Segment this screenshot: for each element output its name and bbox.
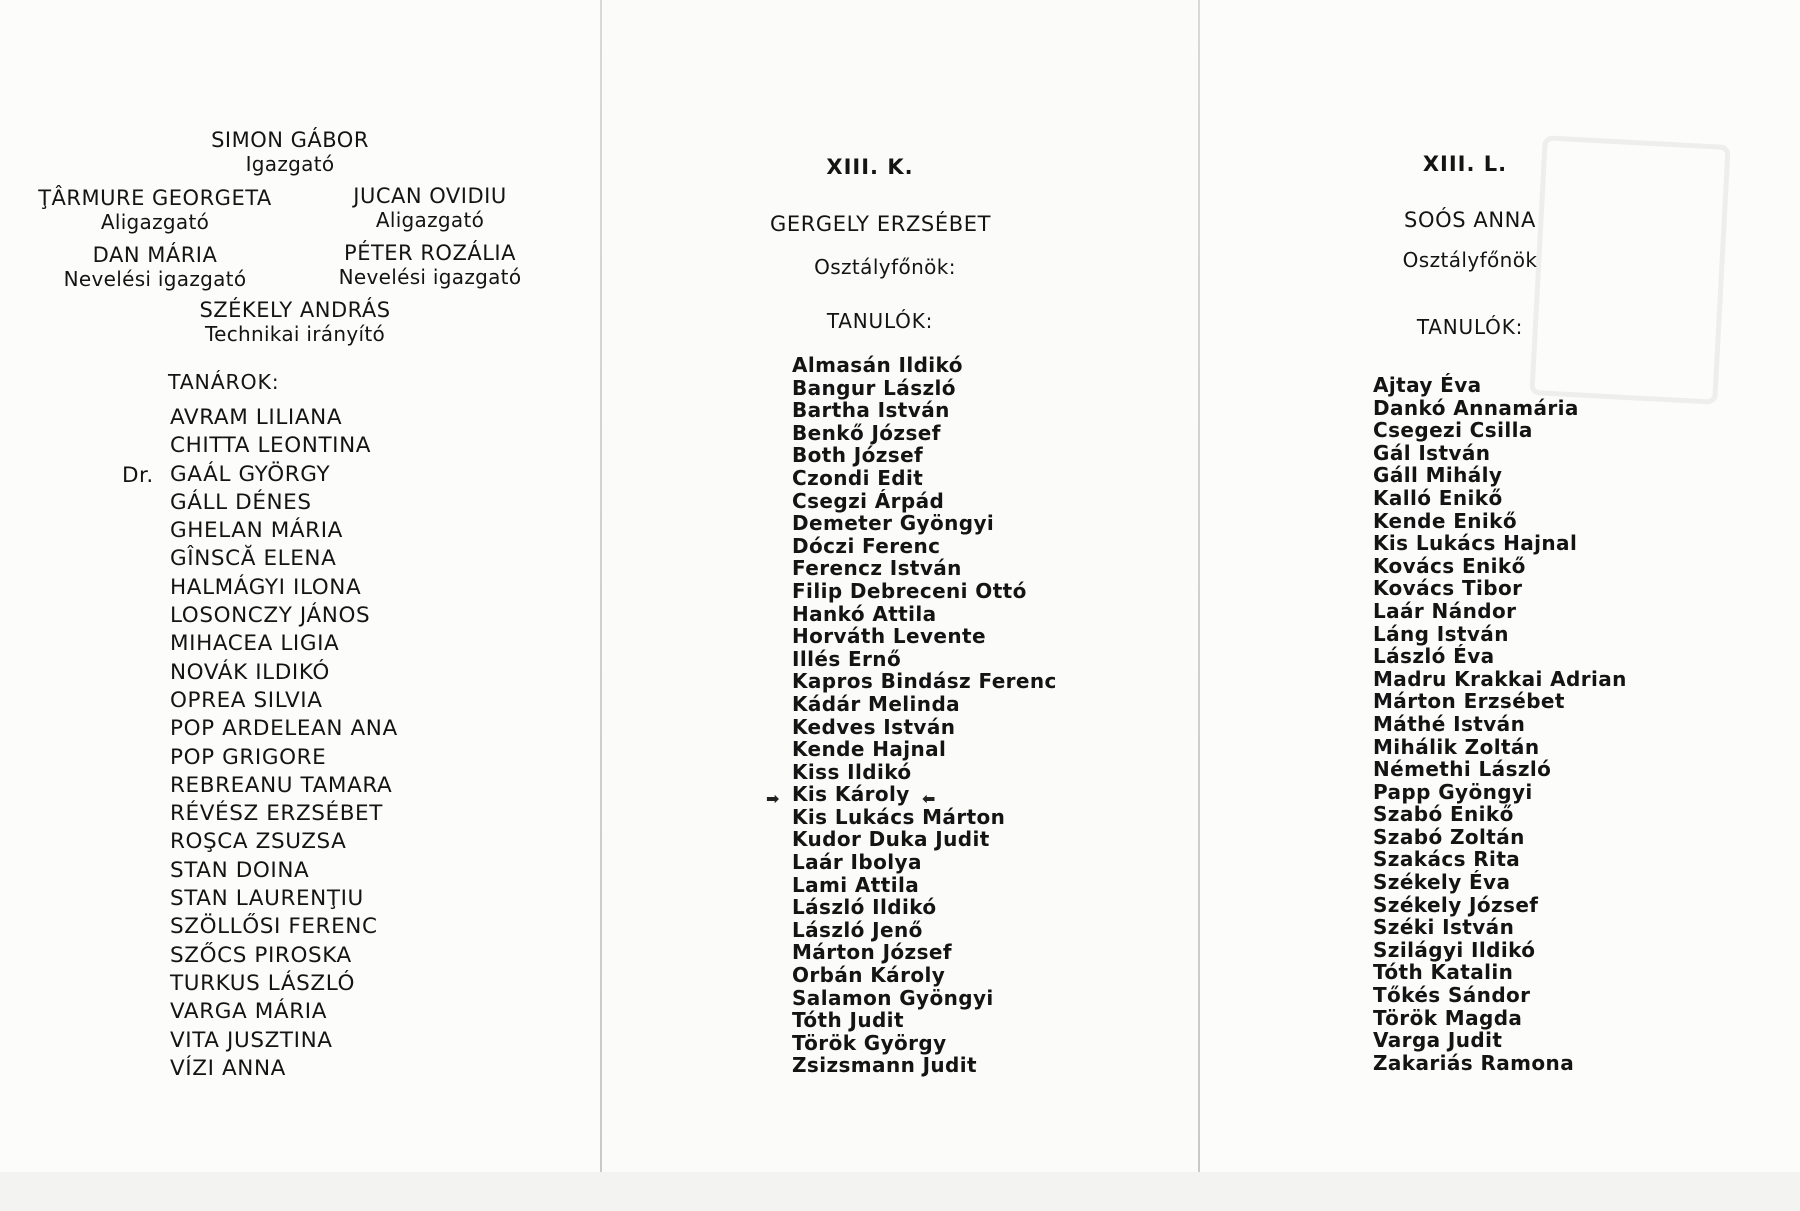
teacher-name: MIHACEA LIGIA xyxy=(170,631,340,657)
student-name: Almasán Ildikó xyxy=(792,353,963,377)
teacher-name: AVRAM LILIANA xyxy=(170,405,343,430)
student-name: Orbán Károly xyxy=(792,963,946,988)
right-arrow-mark-icon: ⬅ xyxy=(922,789,936,808)
student-name: Kis Lukács Márton xyxy=(792,804,1006,829)
student-name: Bartha István xyxy=(792,398,950,423)
student-name: Csegezi Csilla xyxy=(1373,418,1533,443)
deputy-name: ŢÂRMURE GEORGETA xyxy=(38,186,272,210)
student-name: Kiss Ildikó xyxy=(792,759,912,784)
student-name: Kedves István xyxy=(792,714,956,739)
dr-prefix: Dr. xyxy=(122,463,154,488)
technical-director-role: Technikai irányító xyxy=(204,322,385,346)
teacher-name: SZŐCS PIROSKA xyxy=(170,942,352,968)
deputy-name: JUCAN OVIDIU xyxy=(353,184,507,208)
teacher-name: GÁLL DÉNES xyxy=(170,489,312,515)
student-name: Zsizsmann Judit xyxy=(792,1053,977,1078)
student-name: László Éva xyxy=(1373,644,1495,669)
student-name: Kádár Melinda xyxy=(792,691,961,716)
student-name: Tóth Katalin xyxy=(1373,960,1514,985)
deputy-role: Nevelési igazgató xyxy=(338,265,522,289)
paper-bottom-edge xyxy=(0,1172,1800,1211)
teachers-heading: TANÁROK: xyxy=(168,370,280,394)
teacher-name: SZÖLLŐSI FERENC xyxy=(170,914,378,940)
head-teacher-name: SOÓS ANNA xyxy=(1404,208,1536,232)
students-list xyxy=(1373,374,1627,1074)
deputy-name: PÉTER ROZÁLIA xyxy=(344,241,516,265)
teacher-name: GHELAN MÁRIA xyxy=(170,518,343,544)
student-name: Szakács Rita xyxy=(1373,847,1521,872)
student-name: Kalló Enikő xyxy=(1373,485,1503,510)
teacher-name: GAÁL GYÖRGY xyxy=(170,461,331,487)
teacher-name: GÎNSCĂ ELENA xyxy=(170,546,337,572)
teacher-name: RÉVÉSZ ERZSÉBET xyxy=(170,801,383,827)
student-name: Dankó Annamária xyxy=(1373,395,1579,420)
teacher-name: CHITTA LEONTINA xyxy=(170,433,372,459)
technical-director-name: SZÉKELY ANDRÁS xyxy=(199,298,391,322)
director-name: SIMON GÁBOR xyxy=(211,128,369,152)
student-name: Kapros Bindász Ferenc xyxy=(792,669,1057,694)
student-name: Török Magda xyxy=(1373,1005,1523,1030)
student-name: Gáll Mihály xyxy=(1373,463,1503,488)
teacher-name: REBREANU TAMARA xyxy=(170,772,393,798)
teacher-name: ROŞCA ZSUZSA xyxy=(170,829,347,855)
student-name: Hankó Attila xyxy=(792,601,937,626)
class-title: XIII. K. xyxy=(826,155,914,179)
teacher-name: NOVÁK ILDIKÓ xyxy=(170,659,330,685)
head-teacher-role: Osztályfőnök: xyxy=(814,255,956,279)
student-name: Láng István xyxy=(1373,621,1509,646)
student-name: Márton József xyxy=(792,940,952,965)
student-name: Horváth Levente xyxy=(792,624,986,649)
students-heading: TANULÓK: xyxy=(1416,315,1524,339)
student-name: Szilágyi Ildikó xyxy=(1373,937,1536,962)
student-name: Czondi Edit xyxy=(792,465,924,490)
student-name: Salamon Gyöngyi xyxy=(792,985,994,1010)
student-name: Székely József xyxy=(1373,892,1539,917)
student-name: Papp Gyöngyi xyxy=(1373,779,1533,804)
deputy-role: Aligazgató xyxy=(375,208,485,232)
teacher-name: VITA JUSZTINA xyxy=(170,1027,333,1053)
student-name: Szabó Enikő xyxy=(1373,802,1514,827)
student-name: Mihálik Zoltán xyxy=(1373,734,1540,759)
teacher-name: HALMÁGYI ILONA xyxy=(170,574,362,600)
student-name: Bangur László xyxy=(792,375,956,400)
deputy-name: DAN MÁRIA xyxy=(92,243,218,267)
students-heading: TANULÓK: xyxy=(826,309,934,333)
student-name: Széki István xyxy=(1373,915,1515,940)
student-name: Laár Nándor xyxy=(1373,598,1517,623)
student-name: Török György xyxy=(792,1030,947,1055)
deputy-role: Nevelési igazgató xyxy=(63,267,247,291)
student-name: Ajtay Éva xyxy=(1373,373,1482,397)
student-name: Kende Enikő xyxy=(1373,508,1517,533)
page-fold xyxy=(1198,0,1200,1175)
student-name: Ferencz István xyxy=(792,556,962,581)
teacher-name: OPREA SILVIA xyxy=(170,687,323,713)
student-name: Gál István xyxy=(1373,440,1491,465)
student-name: Varga Judit xyxy=(1373,1028,1503,1053)
student-name: Madru Krakkai Adrian xyxy=(1373,666,1627,691)
deputy-role: Aligazgató xyxy=(100,210,210,234)
student-name: Illés Ernő xyxy=(792,646,902,671)
student-name: Laár Ibolya xyxy=(792,850,922,875)
student-name: Demeter Gyöngyi xyxy=(792,511,995,536)
head-teacher-name: GERGELY ERZSÉBET xyxy=(770,212,992,236)
student-name: Csegzi Árpád xyxy=(792,488,945,513)
teacher-name: POP ARDELEAN ANA xyxy=(170,716,398,742)
student-name: Némethi László xyxy=(1373,757,1552,782)
teacher-name: POP GRIGORE xyxy=(170,744,327,770)
student-name: Tőkés Sándor xyxy=(1373,983,1531,1008)
student-name: Szabó Zoltán xyxy=(1373,824,1525,849)
student-name: Tóth Judit xyxy=(792,1008,904,1033)
teacher-name: LOSONCZY JÁNOS xyxy=(170,603,371,629)
students-list xyxy=(792,354,1057,1077)
student-name: Márton Erzsébet xyxy=(1373,689,1565,714)
student-name: Máthé István xyxy=(1373,711,1526,736)
student-name: Filip Debreceni Ottó xyxy=(792,578,1027,603)
student-name: Kis Lukács Hajnal xyxy=(1373,531,1578,556)
student-name: Kovács Enikő xyxy=(1373,553,1526,578)
teacher-name: VARGA MÁRIA xyxy=(170,999,328,1025)
student-name: László Ildikó xyxy=(792,895,937,920)
student-name: Zakariás Ramona xyxy=(1373,1050,1575,1075)
teachers-list xyxy=(170,404,398,1083)
head-teacher-role: Osztályfőnök xyxy=(1402,248,1538,272)
teacher-name: VÍZI ANNA xyxy=(170,1055,286,1081)
left-arrow-mark-icon: ➡ xyxy=(766,789,780,808)
student-name: László Jenő xyxy=(792,917,923,942)
student-name: Lami Attila xyxy=(792,872,920,897)
director-role: Igazgató xyxy=(245,152,335,176)
student-name: Kovács Tibor xyxy=(1373,576,1523,601)
teacher-name: STAN DOINA xyxy=(170,857,310,883)
student-name: Kende Hajnal xyxy=(792,737,947,762)
teacher-name: TURKUS LÁSZLÓ xyxy=(170,970,356,996)
student-name: Both József xyxy=(792,443,924,468)
student-name: Dóczi Ferenc xyxy=(792,533,941,558)
student-name: Kis Károly xyxy=(792,782,910,807)
page-fold xyxy=(600,0,602,1175)
teacher-name: STAN LAURENŢIU xyxy=(170,886,364,912)
student-name: Benkő József xyxy=(792,420,941,445)
student-name: Székely Éva xyxy=(1373,870,1511,895)
student-name: Kudor Duka Judit xyxy=(792,827,990,852)
class-title: XIII. L. xyxy=(1422,152,1508,176)
